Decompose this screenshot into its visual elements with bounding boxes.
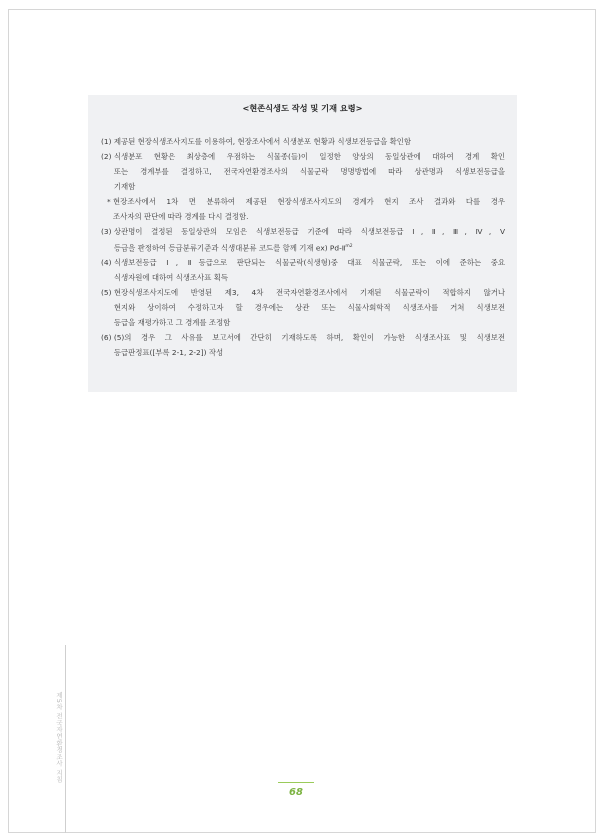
item-line: 현장조사에서 1차 면 분류하여 제공된 현장식생조사지도의 경계가 현지 조사 결과와 다를 경우 xyxy=(113,197,505,206)
item-line: 기재함 xyxy=(113,182,136,191)
list-item xyxy=(101,224,505,255)
item-line: 또는 경계부를 결정하고, 전국자연환경조사의 식물군락 명명방법에 따라 상관명과 식생보전등급을 xyxy=(113,167,505,176)
note-item xyxy=(101,194,505,224)
item-number: (1) xyxy=(101,137,114,146)
item-number: (3) xyxy=(101,227,114,236)
list-item xyxy=(101,330,505,360)
superscript-unit: m2 xyxy=(345,244,353,249)
item-line: (5)의 경우 그 사유를 보고서에 간단히 기재하도록 하며, 확인이 가능한 식생조사표 및 식생보전 xyxy=(113,333,505,343)
list-item xyxy=(101,149,505,194)
item-line xyxy=(114,239,505,255)
guideline-list xyxy=(101,134,505,360)
page-number-rule xyxy=(278,782,314,783)
item-number: (4) xyxy=(101,258,114,268)
item-line: 조사자의 판단에 따라 경계를 다시 결정함. xyxy=(113,212,249,221)
item-line: 등급을 재평가하고 그 경계를 조정함 xyxy=(113,318,231,328)
note-asterisk: * xyxy=(107,197,114,206)
list-item xyxy=(101,255,505,285)
list-item xyxy=(101,285,505,330)
item-line: 현장식생조사지도에 반영된 제3, 4차 전국자연환경조사에서 기재된 식물군락이 적합하지 않거나 xyxy=(113,288,505,298)
item-line: 식생자원에 대하여 식생조사표 획득 xyxy=(113,273,228,283)
item-line: 현지와 상이하여 수정하고자 할 경우에는 상관 또는 식물사회학적 식생조사를 거쳐 식생보전 xyxy=(113,303,505,313)
side-running-title: 제5차 전국자연환경조사 지침 xyxy=(55,692,63,783)
item-number: (5) xyxy=(101,288,114,298)
item-line: 등급판정표([부록 2-1, 2-2]) 작성 xyxy=(113,348,224,358)
item-number: (2) xyxy=(101,152,114,161)
item-line: 식생분포 현황은 최상층에 우점하는 식물종(들)이 일정한 양상의 동일상관에 대하여 경계 확인 xyxy=(113,152,505,161)
guideline-box xyxy=(88,95,517,392)
item-line: 제공된 현장식생조사지도를 이용하여, 현장조사에서 식생분포 현황과 식생보전등급을 확인함 xyxy=(113,137,412,146)
box-title: <현존식생도 작성 및 기재 요령> xyxy=(242,103,363,113)
item-number: (6) xyxy=(101,333,114,343)
list-item xyxy=(101,134,505,149)
side-rule xyxy=(65,645,66,833)
item-line: 상관명이 결정된 동일상관의 모임은 식생보전등급 기준에 따라 식생보전등급 Ⅰ, Ⅱ, Ⅲ, Ⅳ, Ⅴ xyxy=(113,227,505,236)
item-line-text: 등급을 판정하여 등급분류기준과 식생대분류 코드를 함께 기재 ex) Pd-Ⅱ xyxy=(113,243,346,253)
page-number: 68 xyxy=(289,787,303,798)
item-line: 식생보전등급 Ⅰ, Ⅱ등급으로 판단되는 식물군락(식생형)중 대표 식물군락, 또는 이에 준하는 중요 xyxy=(113,258,505,268)
